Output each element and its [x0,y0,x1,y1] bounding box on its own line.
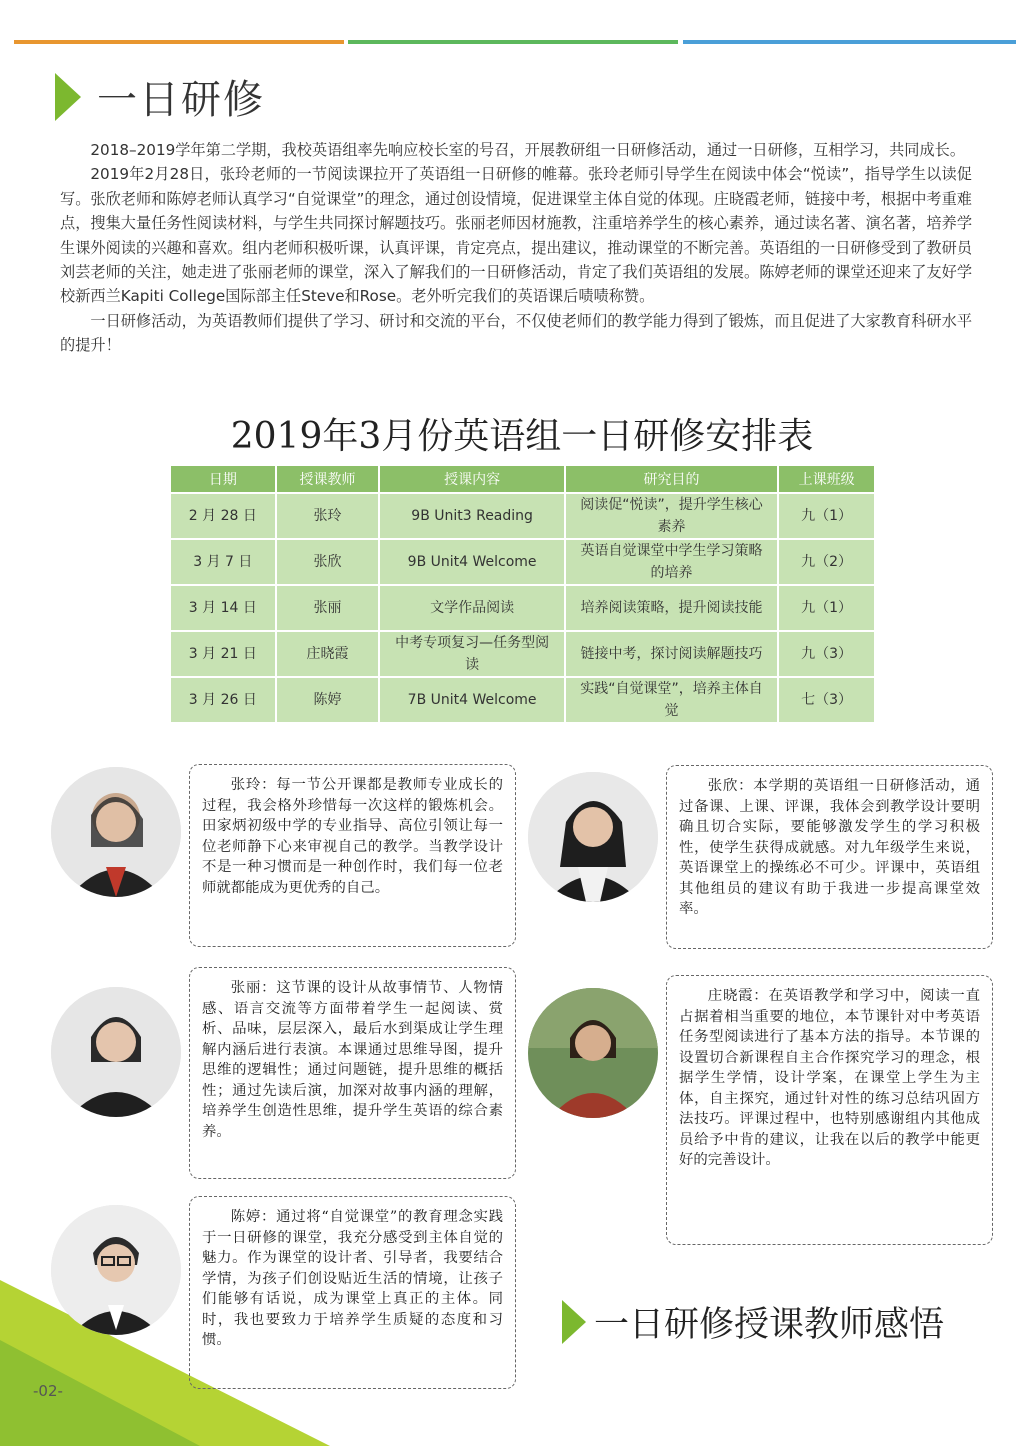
table-row [170,631,875,677]
cell-purpose: 实践“自觉课堂”，培养主体自觉 [565,677,778,723]
cell-class: 九（3） [778,631,875,677]
table-row [170,539,875,585]
cell-content: 9B Unit3 Reading [379,493,565,539]
cell-teacher: 张玲 [276,493,380,539]
cell-content: 中考专项复习—任务型阅读 [379,631,565,677]
cell-content: 9B Unit4 Welcome [379,539,565,585]
cell-content: 文学作品阅读 [379,585,565,631]
avatar-zhangxin [528,772,658,902]
reflection-text: 张欣：本学期的英语组一日研修活动，通过备课、上课、评课，我体会到教学设计要明确且切合实际，要能够激发学生的学习积极性，使学生获得成就感。对九年级学生来说，英语课堂上的操练必不可少。评课中，英语组其他组员的建议有助于我进一步提高课堂效率。 [679,778,980,917]
avatar-zhuangxiaoxia [528,988,658,1118]
paragraph: 2019年2月28日，张玲老师的一节阅读课拉开了英语组一日研修的帷幕。张玲老师引导学生在阅读中体会“悦读”，指导学生以读促写。张欣老师和陈婷老师认真学习“自觉课堂”的理念，通过创设情境，促进课堂主体自觉的体现。庄晓霞老师，链接中考，根据中考重难点，搜集大量任务性阅读材料，与学生共同探讨解题技巧。张丽老师因材施教，注重培养学生的核心素养，通过读名著、演名著，培养学生课外阅读的兴趣和喜欢。组内老师积极听课，认真评课，肯定亮点，提出建议，推动课堂的不断完善。英语组的一日研修受到了教研员刘芸老师的关注，她走进了张丽老师的课堂，深入了解我们的一日研修活动，肯定了我们英语组的发展。陈婷老师的课堂还迎来了友好学校新西兰Kapiti College国际部主任Steve和Rose。老外听完我们的英语课后啧啧称赞。 [60,165,972,306]
cell-purpose: 培养阅读策略，提升阅读技能 [565,585,778,631]
reflection-card-zhangli [189,967,516,1179]
avatar-zhangling [51,767,181,897]
cell-class: 九（2） [778,539,875,585]
cell-class: 七（3） [778,677,875,723]
reflection-text: 陈婷：通过将“自觉课堂”的教育理念实践于一日研修的课堂，我充分感受到主体自觉的魅力。作为课堂的设计者、引导者，我要结合学情，为孩子们创设贴近生活的情境，让孩子们能够有话说，成为课堂上真正的主体。同时，我也要致力于培养学生质疑的态度和习惯。 [202,1209,503,1348]
reflection-card-chenting [189,1196,516,1389]
cell-purpose: 链接中考，探讨阅读解题技巧 [565,631,778,677]
schedule-table [169,464,876,724]
header-purpose: 研究目的 [565,465,778,493]
top-bar-blue [683,40,1016,44]
table-title: 2019年3月份英语组一日研修安排表 [230,416,814,457]
reflection-card-zhuangxiaoxia [666,975,993,1245]
triangle-icon [562,1300,586,1344]
cell-content: 7B Unit4 Welcome [379,677,565,723]
section-title: 一日研修 [97,77,265,123]
cell-class: 九（1） [778,585,875,631]
cell-purpose: 阅读促“悦读”，提升学生核心素养 [565,493,778,539]
top-bar-green [348,40,678,44]
cell-date: 2 月 28 日 [170,493,276,539]
header-content: 授课内容 [379,465,565,493]
reflection-text: 张玲：每一节公开课都是教师专业成长的过程，我会格外珍惜每一次这样的锻炼机会。田家炳初级中学的专业指导、高位引领让每一位老师静下心来审视自己的教学。当教学设计不是一种习惯而是一种创作时，我们每一位老师就都能成为更优秀的自己。 [202,777,503,896]
page-number: -02- [33,1382,63,1400]
paragraph: 一日研修活动，为英语教师们提供了学习、研讨和交流的平台，不仅使老师们的教学能力得到了锻炼，而且促进了大家教育科研水平的提升！ [60,311,972,355]
paragraph: 2018–2019学年第二学期，我校英语组率先响应校长室的号召，开展教研组一日研修活动，通过一日研修，互相学习，共同成长。 [90,141,966,159]
header-class: 上课班级 [778,465,875,493]
table-row [170,493,875,539]
cell-purpose: 英语自觉课堂中学生学习策略的培养 [565,539,778,585]
reflection-card-zhangling [189,764,516,947]
cell-class: 九（1） [778,493,875,539]
reflection-card-zhangxin [666,765,993,949]
table-header-row [170,465,875,493]
cell-teacher: 张欣 [276,539,380,585]
cell-teacher: 张丽 [276,585,380,631]
cell-teacher: 陈婷 [276,677,380,723]
reflection-text: 庄晓霞：在英语教学和学习中，阅读一直占据着相当重要的地位，本节课针对中考英语任务型阅读进行了基本方法的指导。本节课的设置切合新课程自主合作探究学习的理念，根据学生学情，设计学案，在课堂上学生为主体，自主探究，通过针对性的练习总结巩固方法技巧。评课过程中，也特别感谢组内其他成员给予中肯的建议，让我在以后的教学中能更好的完善设计。 [679,988,980,1168]
cell-teacher: 庄晓霞 [276,631,380,677]
cell-date: 3 月 14 日 [170,585,276,631]
triangle-icon [55,73,81,121]
cell-date: 3 月 26 日 [170,677,276,723]
header-teacher: 授课教师 [276,465,380,493]
avatar-zhangli [51,987,181,1117]
intro-text [60,138,972,358]
table-row [170,677,875,723]
reflection-text: 张丽：这节课的设计从故事情节、人物情感、语言交流等方面带着学生一起阅读、赏析、品味，层层深入，最后水到渠成让学生理解内涵后进行表演。本课通过思维导图，提升思维的逻辑性；通过问题链，提升思维的概括性；通过先读后演，加深对故事内涵的理解，培养学生创造性思维，提升学生英语的综合素养。 [202,980,503,1140]
cell-date: 3 月 7 日 [170,539,276,585]
section-title-2: 一日研修授课教师感悟 [594,1305,945,1345]
avatar-chenting [51,1205,181,1335]
header-date: 日期 [170,465,276,493]
table-row [170,585,875,631]
top-bar-orange [14,40,344,44]
section-heading-2 [562,1297,944,1347]
cell-date: 3 月 21 日 [170,631,276,677]
section-heading [55,68,265,125]
